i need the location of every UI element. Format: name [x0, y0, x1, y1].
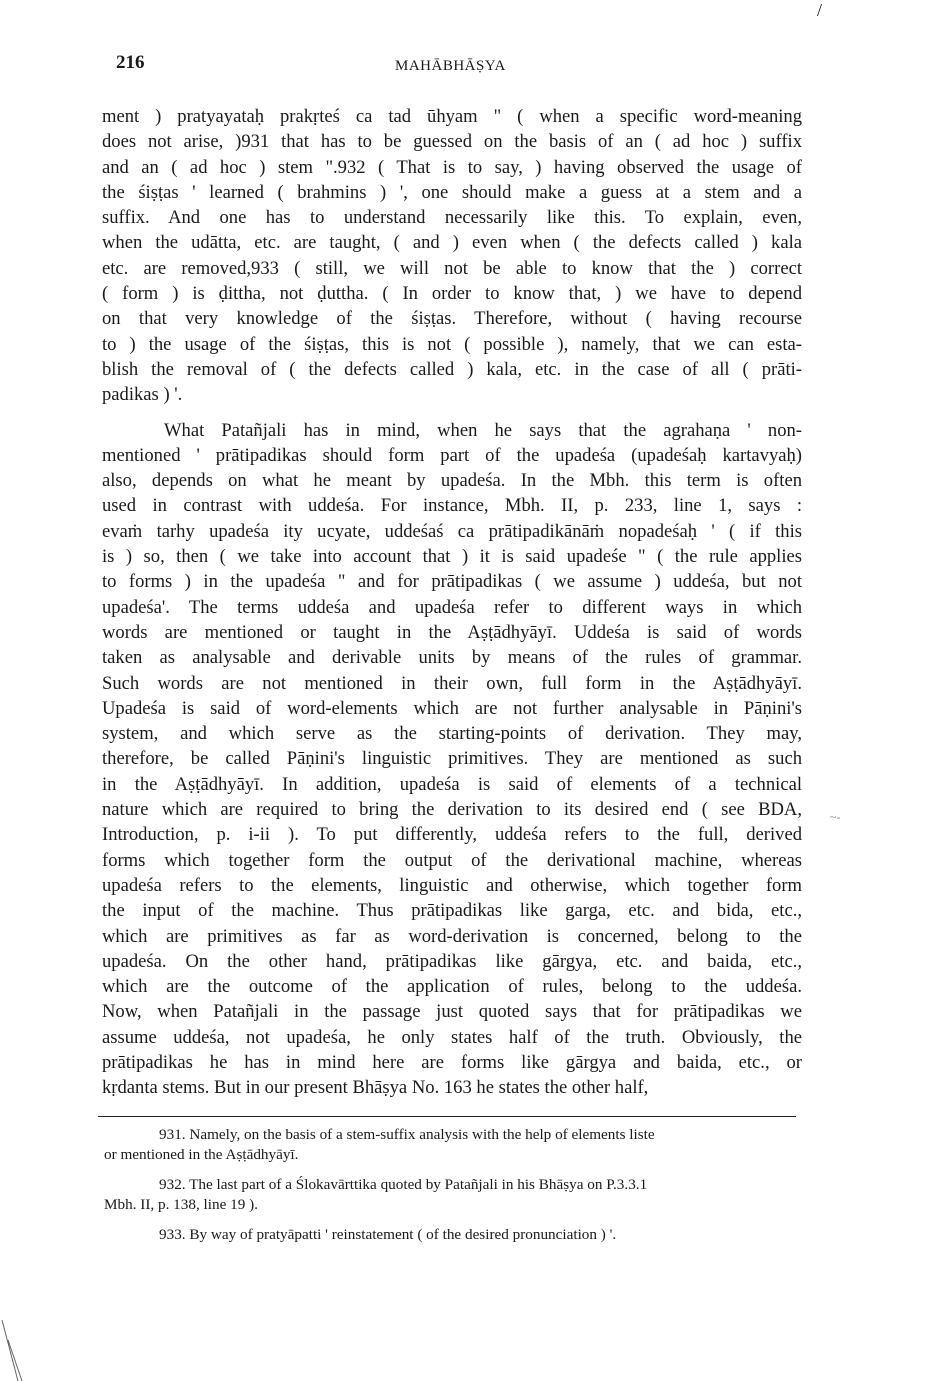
text-line: blish the removal of ( the defects called ) kala, etc. in the case of all ( prāti- [102, 358, 802, 380]
body-text [102, 104, 802, 1111]
text-line: and an ( ad hoc ) stem ".932 ( That is to say, ) having observed the usage of [102, 156, 802, 178]
text-line: prātipadikas he has in mind here are forms like gārgya and baida, etc., or [102, 1051, 802, 1073]
footnote [104, 1225, 794, 1245]
text-line: does not arise, )931 that has to be guessed on the basis of an ( ad hoc ) suffix [102, 131, 802, 153]
text-line: Introduction, p. i-ii ). To put differently, uddeśa refers to the full, derived [102, 824, 802, 846]
footnote-rule [98, 1116, 796, 1117]
text-line: assume uddeśa, not upadeśa, he only states half of the truth. Obviously, the [102, 1026, 802, 1048]
footnote-line: 931. Namely, on the basis of a stem-suffix analysis with the help of elements liste [159, 1126, 655, 1143]
paragraph-2 [102, 418, 802, 1101]
text-line: the input of the machine. Thus prātipadikas like garga, etc. and bida, etc., [102, 900, 802, 922]
text-line: What Patañjali has in mind, when he says that the agrahaṇa ' non- [164, 419, 802, 441]
text-line: Upadeśa is said of word-elements which are not further analysable in Pāṇini's [102, 697, 802, 719]
text-line: etc. are removed,933 ( still, we will not be able to know that the ) correct [102, 257, 802, 279]
text-line: ment ) pratyayataḥ prakṛteś ca tad ūhyam " ( when a specific word-meaning [102, 106, 802, 127]
footnote-line: or mentioned in the Aṣṭādhyāyī. [104, 1146, 299, 1163]
scan-edge-mark [0, 1320, 40, 1381]
text-line: evaṁ tarhy upadeśa ity ucyate, uddeśaś ca prātipadikānāṁ nopadeśaḥ ' ( if this [102, 520, 802, 542]
footnotes [104, 1125, 794, 1255]
text-line: upadeśa refers to the elements, linguistic and otherwise, which together form [102, 874, 802, 896]
text-line: in the Aṣṭādhyāyī. In addition, upadeśa is said of elements of a technical [102, 773, 802, 795]
text-line: words are mentioned or taught in the Aṣṭādhyāyī. Uddeśa is said of words [102, 621, 802, 643]
running-head: MAHĀBHĀṢYA [395, 58, 506, 74]
text-line: which are primitives as far as word-derivation is concerned, belong to the [102, 925, 802, 947]
top-margin-mark: / [817, 0, 823, 20]
text-line: system, and which serve as the starting-points of derivation. They may, [102, 723, 802, 745]
text-line: kṛdanta stems. But in our present Bhāṣya No. 163 he states the other half, [102, 1077, 649, 1099]
text-line: padikas ) '. [102, 384, 183, 406]
text-line: Now, when Patañjali in the passage just quoted says that for prātipadikas we [102, 1001, 802, 1023]
footnote-line: 933. By way of pratyāpatti ' reinstatement ( of the desired pronunciation ) '. [159, 1226, 617, 1243]
text-line: also, depends on what he meant by upadeśa. In the Mbh. this term is often [102, 470, 802, 492]
text-line: used in contrast with uddeśa. For instance, Mbh. II, p. 233, line 1, says : [102, 495, 802, 517]
footnote-line: Mbh. II, p. 138, line 19 ). [104, 1196, 258, 1213]
text-line: Such words are not mentioned in their own, full form in the Aṣṭādhyāyī. [102, 672, 802, 694]
footnote [104, 1125, 794, 1165]
footnote-line: 932. The last part of a Ślokavārttika quoted by Patañjali in his Bhāṣya on P.3.3.1 [159, 1176, 648, 1193]
text-line: taken as analysable and derivable units by means of the rules of grammar. [102, 647, 802, 669]
text-line: upadeśa'. The terms uddeśa and upadeśa refer to different ways in which [102, 596, 802, 618]
text-line: on that very knowledge of the śiṣṭas. Therefore, without ( having recourse [102, 308, 802, 330]
text-line: to ) the usage of the śiṣṭas, this is not ( possible ), namely, that we can esta- [102, 333, 802, 355]
footnote [104, 1175, 794, 1215]
text-line: forms which together form the output of the derivational machine, whereas [102, 849, 802, 871]
margin-mark: ~- [830, 810, 841, 824]
text-line: nature which are required to bring the derivation to its desired end ( see BDA, [102, 799, 802, 821]
text-line: upadeśa. On the other hand, prātipadikas like gārgya, etc. and baida, etc., [102, 950, 802, 972]
text-line: mentioned ' prātipadikas should form part of the upadeśa (upadeśaḥ kartavyaḥ) [102, 444, 802, 466]
text-line: ( form ) is ḍittha, not ḍuttha. ( In order to know that, ) we have to depend [102, 283, 802, 305]
paragraph-1 [102, 104, 802, 408]
text-line: to forms ) in the upadeśa " and for prātipadikas ( we assume ) uddeśa, but not [102, 571, 802, 593]
text-line: suffix. And one has to understand necessarily like this. To explain, even, [102, 207, 802, 229]
text-line: is ) so, then ( we take into account that ) it is said upadeśe " ( the rule applies [102, 546, 802, 568]
page-number: 216 [116, 52, 145, 73]
text-line: therefore, be called Pāṇini's linguistic primitives. They are mentioned as such [102, 748, 802, 770]
text-line: the śiṣṭas ' learned ( brahmins ) ', one should make a guess at a stem and a [102, 181, 802, 203]
text-line: which are the outcome of the application of rules, belong to the uddeśa. [102, 976, 802, 998]
text-line: when the udātta, etc. are taught, ( and ) even when ( the defects called ) kala [102, 232, 802, 254]
